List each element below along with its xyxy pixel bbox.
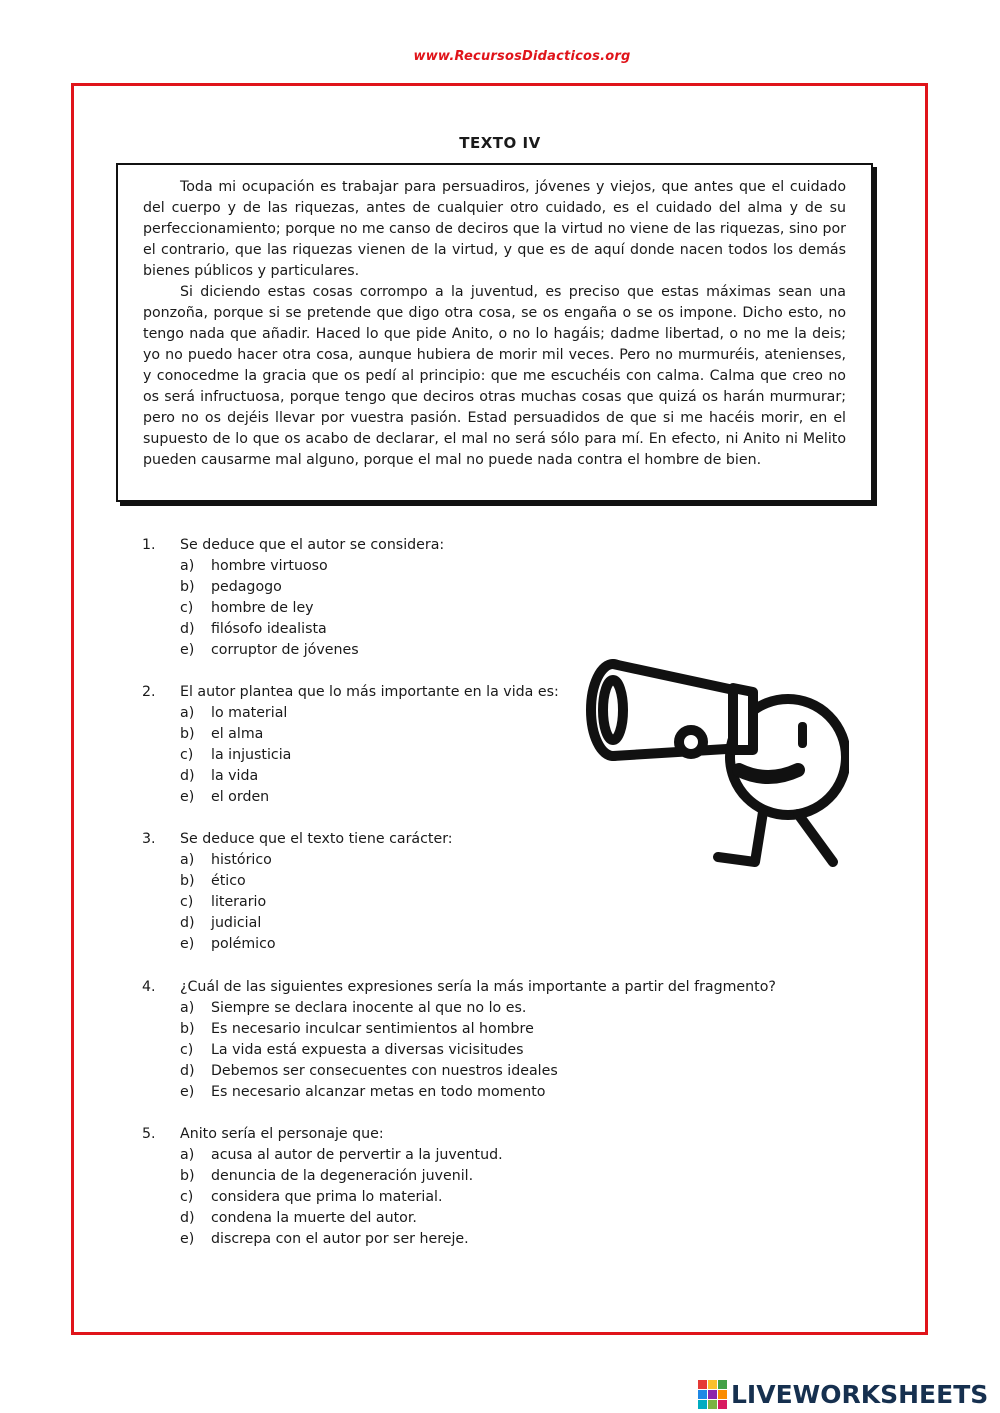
option-4c[interactable] bbox=[142, 1040, 842, 1061]
option-text: la vida bbox=[211, 768, 259, 784]
logo-block bbox=[698, 1400, 707, 1409]
option-4e[interactable] bbox=[142, 1082, 842, 1103]
option-letter: a) bbox=[180, 705, 195, 721]
option-text: histórico bbox=[211, 852, 272, 868]
option-3e[interactable] bbox=[142, 934, 842, 955]
reading-text bbox=[143, 177, 846, 471]
option-5b[interactable] bbox=[142, 1166, 842, 1187]
option-text: lo material bbox=[211, 705, 288, 721]
option-text: Es necesario inculcar sentimientos al hombre bbox=[211, 1021, 534, 1037]
question-number: 3. bbox=[142, 831, 156, 847]
option-1b[interactable] bbox=[142, 577, 842, 598]
reading-text-box bbox=[116, 163, 873, 502]
option-letter: c) bbox=[180, 747, 194, 763]
logo-block bbox=[718, 1390, 727, 1399]
option-text: considera que prima lo material. bbox=[211, 1189, 443, 1205]
option-letter: c) bbox=[180, 894, 194, 910]
logo-blocks-icon bbox=[698, 1380, 727, 1409]
question-text: Se deduce que el autor se considera: bbox=[180, 537, 445, 553]
question-text: Se deduce que el texto tiene carácter: bbox=[180, 831, 453, 847]
option-text: filósofo idealista bbox=[211, 621, 327, 637]
option-letter: a) bbox=[180, 852, 195, 868]
question-text: El autor plantea que lo más importante en la vida es: bbox=[180, 684, 559, 700]
option-text: hombre virtuoso bbox=[211, 558, 328, 574]
logo-block bbox=[718, 1400, 727, 1409]
megaphone-character-icon bbox=[583, 652, 849, 888]
logo-block bbox=[698, 1380, 707, 1389]
question-5 bbox=[142, 1124, 842, 1250]
option-text: Siempre se declara inocente al que no lo es. bbox=[211, 1000, 527, 1016]
option-letter: e) bbox=[180, 642, 195, 658]
option-text: ético bbox=[211, 873, 246, 889]
option-letter: d) bbox=[180, 1063, 195, 1079]
option-letter: c) bbox=[180, 1189, 194, 1205]
option-text: Debemos ser consecuentes con nuestros ideales bbox=[211, 1063, 558, 1079]
option-text: discrepa con el autor por ser hereje. bbox=[211, 1231, 469, 1247]
option-3d[interactable] bbox=[142, 913, 842, 934]
option-text: acusa al autor de pervertir a la juventud. bbox=[211, 1147, 503, 1163]
option-text: la injusticia bbox=[211, 747, 292, 763]
logo-block bbox=[718, 1380, 727, 1389]
question-text: Anito sería el personaje que: bbox=[180, 1126, 384, 1142]
option-letter: a) bbox=[180, 1147, 195, 1163]
option-letter: c) bbox=[180, 1042, 194, 1058]
question-number: 1. bbox=[142, 537, 156, 553]
option-letter: e) bbox=[180, 936, 195, 952]
option-letter: d) bbox=[180, 621, 195, 637]
option-letter: b) bbox=[180, 1168, 195, 1184]
option-letter: b) bbox=[180, 873, 195, 889]
option-letter: e) bbox=[180, 789, 195, 805]
question-number: 2. bbox=[142, 684, 156, 700]
option-5a[interactable] bbox=[142, 1145, 842, 1166]
option-5d[interactable] bbox=[142, 1208, 842, 1229]
option-text: pedagogo bbox=[211, 579, 282, 595]
question-number: 5. bbox=[142, 1126, 156, 1142]
option-letter: d) bbox=[180, 915, 195, 931]
option-letter: d) bbox=[180, 768, 195, 784]
option-text: denuncia de la degeneración juvenil. bbox=[211, 1168, 474, 1184]
option-letter: e) bbox=[180, 1231, 195, 1247]
logo-block bbox=[708, 1380, 717, 1389]
option-letter: c) bbox=[180, 600, 194, 616]
option-1a[interactable] bbox=[142, 556, 842, 577]
option-text: el orden bbox=[211, 789, 270, 805]
question-1 bbox=[142, 535, 842, 661]
option-text: hombre de ley bbox=[211, 600, 314, 616]
option-5e[interactable] bbox=[142, 1229, 842, 1250]
option-4b[interactable] bbox=[142, 1019, 842, 1040]
option-text: el alma bbox=[211, 726, 264, 742]
option-letter: e) bbox=[180, 1084, 195, 1100]
option-letter: b) bbox=[180, 1021, 195, 1037]
question-text: ¿Cuál de las siguientes expresiones sería la más importante a partir del fragmento? bbox=[180, 979, 776, 995]
option-text: La vida está expuesta a diversas vicisitudes bbox=[211, 1042, 524, 1058]
option-4d[interactable] bbox=[142, 1061, 842, 1082]
question-number: 4. bbox=[142, 979, 156, 995]
option-1d[interactable] bbox=[142, 619, 842, 640]
reading-paragraph-1: Toda mi ocupación es trabajar para persuadiros, jóvenes y viejos, que antes que el cuidado del cuerpo y de las riquezas, antes de cualquier otro cuidado, es el cuidado del alma y de su perfeccionamiento; porque no me canso de deciros que la virtud no viene de las riquezas, sino por el contrario, que las riquezas vienen de la virtud, y que es de aquí donde nacen todos los demás bienes públicos y particulares. bbox=[143, 179, 846, 279]
logo-block bbox=[698, 1390, 707, 1399]
option-5c[interactable] bbox=[142, 1187, 842, 1208]
site-url[interactable]: www.RecursosDidacticos.org bbox=[413, 49, 631, 64]
option-1c[interactable] bbox=[142, 598, 842, 619]
liveworksheets-brand: LIVEWORKSHEETS bbox=[731, 1379, 989, 1409]
option-text: judicial bbox=[211, 915, 262, 931]
logo-block bbox=[708, 1400, 717, 1409]
option-text: corruptor de jóvenes bbox=[211, 642, 359, 658]
option-letter: d) bbox=[180, 1210, 195, 1226]
option-text: Es necesario alcanzar metas en todo momento bbox=[211, 1084, 546, 1100]
reading-paragraph-2: Si diciendo estas cosas corrompo a la juventud, es preciso que estas máximas sean una ponzoña, porque si se pretende que digo otra cosa, se os engaña o se os impone. Dicho esto, no tengo nada que añadir. Haced lo que pide Anito, o no lo hagáis; dadme libertad, o no me la deis; yo no puedo hacer otra cosa, aunque hubiera de morir mil veces. Pero no murmuréis, atenienses, y conocedme la gracia que os pedí al principio: que me escuchéis con calma. Calma que creo no os será infructuosa, porque tengo que deciros otras muchas cosas que quizá os harán murmurar; pero no os dejéis llevar por vuestra pasión. Estad persuadidos de que si me hacéis morir, en el supuesto de lo que os acabo de declarar, el mal no será sólo para mí. En efecto, ni Anito ni Melito pueden causarme mal alguno, porque el mal no puede nada contra el hombre de bien. bbox=[143, 284, 846, 468]
page-title: TEXTO IV bbox=[459, 134, 541, 152]
option-3c[interactable] bbox=[142, 892, 842, 913]
option-letter: b) bbox=[180, 579, 195, 595]
option-text: condena la muerte del autor. bbox=[211, 1210, 417, 1226]
option-letter: a) bbox=[180, 1000, 195, 1016]
option-text: polémico bbox=[211, 936, 276, 952]
option-4a[interactable] bbox=[142, 998, 842, 1019]
option-letter: a) bbox=[180, 558, 195, 574]
liveworksheets-logo[interactable] bbox=[698, 1379, 994, 1409]
question-4 bbox=[142, 977, 842, 1103]
logo-block bbox=[708, 1390, 717, 1399]
option-text: literario bbox=[211, 894, 267, 910]
option-letter: b) bbox=[180, 726, 195, 742]
